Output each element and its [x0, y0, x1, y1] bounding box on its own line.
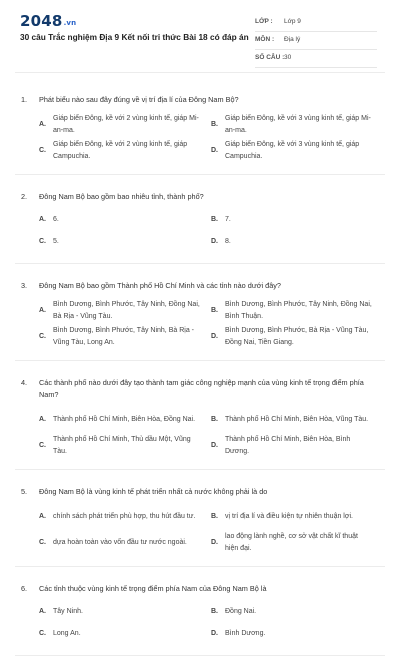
option-text: Đồng Nai.	[225, 608, 257, 615]
meta-label: MÔN :	[255, 36, 275, 43]
option-b[interactable]	[211, 601, 373, 623]
question-text: Các thành phố nào dưới đây tạo thành tam giác công nghiệp mạnh của vùng kinh tế trọng điểm phía Nam?	[39, 378, 364, 399]
question-number: 1.	[21, 95, 28, 104]
option-c[interactable]	[39, 433, 201, 459]
option-text: lao động lành nghề, cơ sở vật chất kĩ thuật hiện đại.	[225, 533, 358, 552]
option-b[interactable]	[211, 298, 373, 324]
question-item	[15, 78, 385, 175]
option-text: 7.	[225, 216, 231, 223]
option-letter: A.	[39, 513, 46, 520]
option-b[interactable]	[211, 407, 373, 433]
option-d[interactable]	[211, 231, 373, 253]
option-c[interactable]	[39, 324, 201, 350]
option-letter: B.	[211, 416, 218, 423]
option-text: Thành phố Hồ Chí Minh, Biên Hòa, Vũng Tàu.	[225, 416, 369, 423]
option-text: dựa hoàn toàn vào vốn đầu tư nước ngoài.	[53, 539, 187, 546]
option-a[interactable]	[39, 209, 201, 231]
question-text: Phát biểu nào sau đây đúng về vị trí địa lí của Đông Nam Bộ?	[39, 95, 239, 104]
meta-value: Lớp 9	[284, 18, 301, 25]
option-letter: C.	[39, 442, 46, 449]
option-text: vị trí địa lí và điều kiện tự nhiên thuận lợi.	[225, 513, 353, 520]
question-list	[0, 78, 400, 656]
option-letter: B.	[211, 513, 218, 520]
question-text: Đông Nam Bộ bao gồm bao nhiêu tỉnh, thành phố?	[39, 192, 204, 201]
option-a[interactable]	[39, 112, 201, 138]
option-text: Bình Dương, Bình Phước, Tây Ninh, Bà Rịa - Vũng Tàu, Long An.	[53, 327, 194, 346]
question-item	[15, 567, 385, 656]
header-divider	[15, 72, 385, 73]
site-logo[interactable]	[20, 12, 76, 30]
question-stem	[15, 264, 385, 292]
option-grid	[15, 595, 385, 655]
logo-suffix: .vn	[63, 19, 77, 27]
option-letter: D.	[211, 238, 218, 245]
question-text: Các tỉnh thuộc vùng kinh tế trọng điểm phía Nam của Đông Nam Bộ là	[39, 584, 267, 593]
meta-value: Địa lý	[284, 36, 301, 43]
option-text: Thành phố Hồ Chí Minh, Thủ dầu Một, Vũng Tàu.	[53, 436, 191, 455]
meta-value: 30	[284, 54, 292, 61]
option-text: Thành phố Hồ Chí Minh, Biên Hòa, Bình Dương.	[225, 436, 351, 455]
option-letter: B.	[211, 216, 218, 223]
option-letter: D.	[211, 442, 218, 449]
option-a[interactable]	[39, 298, 201, 324]
question-number: 5.	[21, 487, 28, 496]
question-stem	[15, 470, 385, 498]
option-text: 5.	[53, 238, 59, 245]
option-letter: B.	[211, 608, 218, 615]
meta-count-row	[255, 50, 377, 68]
option-text: Bình Dương, Bình Phước, Tây Ninh, Đồng Nai, Bà Rịa - Vũng Tàu.	[53, 301, 200, 320]
option-letter: C.	[39, 147, 46, 154]
option-text: Giáp biển Đông, kề với 2 vùng kinh tế, giáp Campuchia.	[53, 141, 188, 160]
meta-label: LỚP :	[255, 18, 273, 25]
option-text: Giáp biển Đông, kề với 3 vùng kinh tế, giáp Campuchia.	[225, 141, 360, 160]
option-letter: C.	[39, 630, 46, 637]
option-text: 8.	[225, 238, 231, 245]
option-grid	[15, 106, 385, 174]
option-letter: D.	[211, 147, 218, 154]
option-letter: A.	[39, 416, 46, 423]
question-text: Đông Nam Bộ bao gồm Thành phố Hồ Chí Minh và các tỉnh nào dưới đây?	[39, 281, 281, 290]
question-item	[15, 175, 385, 264]
option-letter: B.	[211, 121, 218, 128]
option-grid	[15, 498, 385, 566]
option-grid	[15, 401, 385, 469]
option-a[interactable]	[39, 504, 201, 530]
question-item	[15, 264, 385, 361]
option-letter: D.	[211, 630, 218, 637]
option-a[interactable]	[39, 407, 201, 433]
question-text: Đông Nam Bộ là vùng kinh tế phát triển nhất cả nước không phải là do	[39, 487, 268, 496]
meta-grade-row	[255, 14, 377, 32]
question-stem	[15, 361, 385, 401]
option-b[interactable]	[211, 209, 373, 231]
option-d[interactable]	[211, 530, 373, 556]
option-text: 6.	[53, 216, 59, 223]
option-letter: C.	[39, 333, 46, 340]
question-number: 6.	[21, 584, 28, 593]
question-item	[15, 361, 385, 470]
option-letter: A.	[39, 121, 46, 128]
option-letter: C.	[39, 539, 46, 546]
option-text: Bình Dương, Bình Phước, Bà Rịa - Vũng Tàu, Đồng Nai, Tiền Giang.	[225, 327, 369, 346]
option-letter: B.	[211, 307, 218, 314]
question-number: 3.	[21, 281, 28, 290]
option-b[interactable]	[211, 112, 373, 138]
option-a[interactable]	[39, 601, 201, 623]
option-text: Bình Dương.	[225, 630, 266, 637]
logo-main: 2048	[20, 12, 63, 30]
document-meta	[255, 14, 377, 68]
option-text: chính sách phát triển phù hợp, thu hút đầu tư.	[53, 513, 196, 520]
option-c[interactable]	[39, 623, 201, 645]
option-letter: C.	[39, 238, 46, 245]
option-text: Bình Dương, Bình Phước, Tây Ninh, Đồng Nai, Bình Thuận.	[225, 301, 372, 320]
question-stem	[15, 78, 385, 106]
option-grid	[15, 203, 385, 263]
meta-subject-row	[255, 32, 377, 50]
option-d[interactable]	[211, 324, 373, 350]
question-number: 2.	[21, 192, 28, 201]
option-b[interactable]	[211, 504, 373, 530]
option-d[interactable]	[211, 623, 373, 645]
document-header	[0, 0, 400, 64]
meta-label: SỐ CÂU :	[255, 54, 285, 61]
option-letter: A.	[39, 307, 46, 314]
question-number: 4.	[21, 378, 28, 387]
option-text: Tây Ninh.	[53, 608, 83, 615]
option-letter: A.	[39, 216, 46, 223]
question-stem	[15, 175, 385, 203]
option-d[interactable]	[211, 433, 373, 459]
option-text: Giáp biển Đông, kề với 2 vùng kinh tế, giáp Mi-an-ma.	[53, 115, 199, 134]
option-text: Thành phố Hồ Chí Minh, Biên Hòa, Đồng Nai.	[53, 416, 196, 423]
option-d[interactable]	[211, 138, 373, 164]
option-c[interactable]	[39, 231, 201, 253]
option-grid	[15, 292, 385, 360]
document-title: 30 câu Trắc nghiệm Địa 9 Kết nối tri thức Bài 18 có đáp án	[20, 32, 249, 42]
option-c[interactable]	[39, 530, 201, 556]
question-stem	[15, 567, 385, 595]
option-c[interactable]	[39, 138, 201, 164]
option-letter: A.	[39, 608, 46, 615]
option-letter: D.	[211, 539, 218, 546]
option-text: Long An.	[53, 630, 81, 637]
option-text: Giáp biển Đông, kề với 3 vùng kinh tế, giáp Mi-an-ma.	[225, 115, 371, 134]
option-letter: D.	[211, 333, 218, 340]
question-item	[15, 470, 385, 567]
